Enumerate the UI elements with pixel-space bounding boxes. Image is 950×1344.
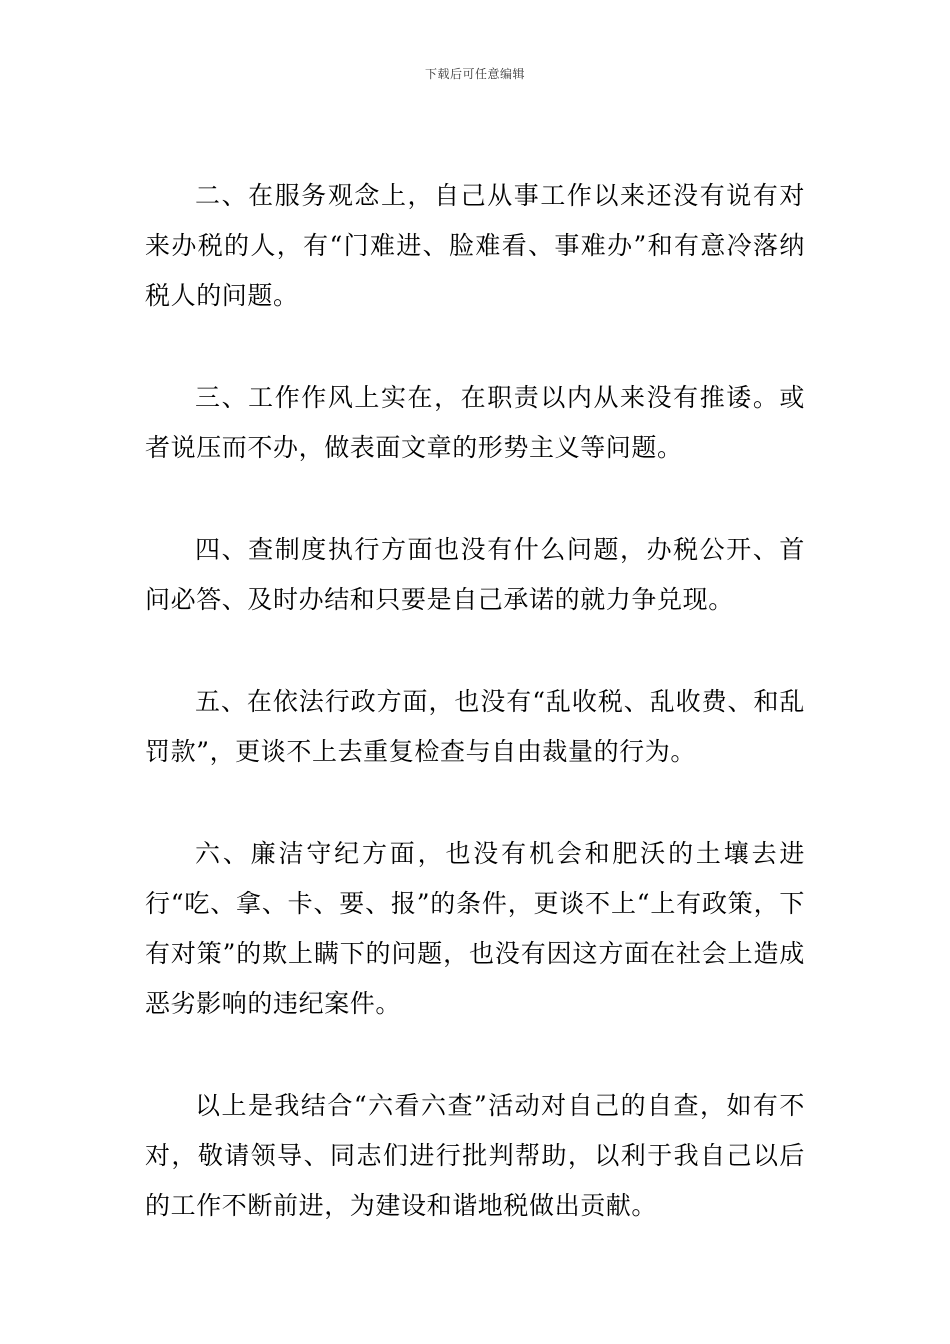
paragraph-work-style: 三、工作作风上实在，在职责以内从来没有推诿。或者说压而不办，做表面文章的形势主义等问题。	[145, 383, 805, 462]
header-note: 下载后可任意编辑	[424, 67, 525, 81]
paragraph-system-execution: 四、查制度执行方面也没有什么问题，办税公开、首问必答、及时办结和只要是自己承诺的就力争兑现。	[145, 535, 805, 614]
paragraph-service-attitude: 二、在服务观念上，自己从事工作以来还没有说有对来办税的人，有“门难进、脸难看、事难办”和有意冷落纳税人的问题。	[145, 181, 805, 310]
paragraph-conclusion: 以上是我结合“六看六查”活动对自己的自查，如有不对，敬请领导、同志们进行批判帮助，以利于我自己以后的工作不断前进，为建设和谐地税做出贡献。	[145, 1091, 805, 1220]
paragraph-integrity-discipline: 六、廉洁守纪方面，也没有机会和肥沃的土壤去进行“吃、拿、卡、要、报”的条件，更谈不上“上有政策，下有对策”的欺上瞒下的问题，也没有因这方面在社会上造成恶劣影响的违纪案件。	[145, 839, 805, 1018]
document-body	[145, 171, 805, 1283]
paragraph-lawful-administration: 五、在依法行政方面，也没有“乱收税、乱收费、和乱罚款”，更谈不上去重复检查与自由裁量的行为。	[145, 687, 805, 766]
